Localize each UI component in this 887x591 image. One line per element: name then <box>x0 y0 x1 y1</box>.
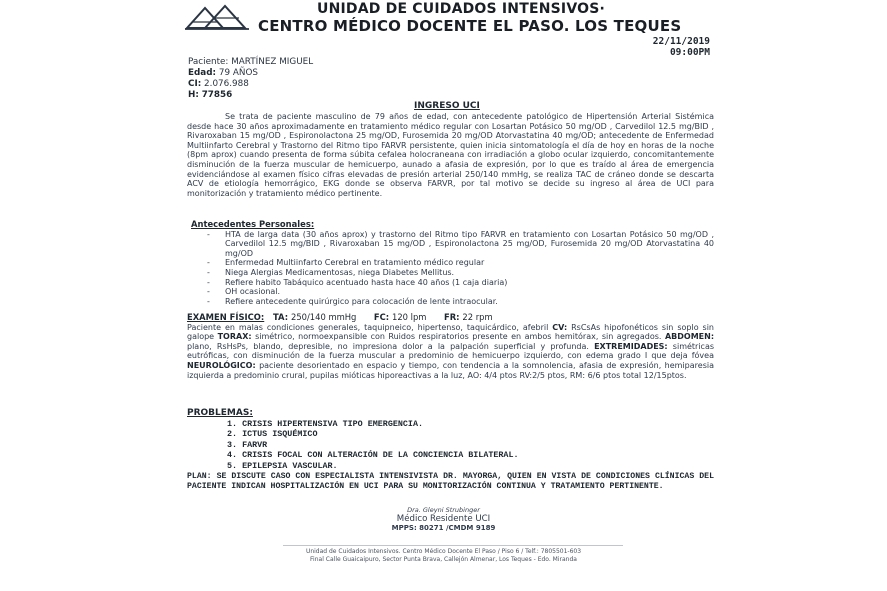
problems-block <box>187 409 714 471</box>
plan-text: PLAN: SE DISCUTE CASO CON ESPECIALISTA INTENSIVISTA DR. MAYORGA, QUIEN EN VISTA DE CONDICIONES CLÍNICAS DEL PACIENTE INDICAN HOSPITALIZACIÓN EN UCI PARA SU MONITORIZACIÓN CONTINUA Y TRATAMIENTO PERTINENTE. <box>187 472 714 491</box>
patient-name-label: Paciente: <box>188 57 229 67</box>
patient-h: 77856 <box>201 90 233 100</box>
extremidades-label: EXTREMIDADES: <box>594 341 668 351</box>
exam-neuro: paciente desorientado en espacio y tiempo, con tendencia a la somnolencia, afasia de expresión, hemiparesia izquierda a predominio crural, pupilas mióticas hiporeactivas a la luz, AO: 4/4 ptos RV:2/5 ptos, RM: 6/6 ptos total 12/15ptos. <box>187 360 714 380</box>
vitals-line <box>187 313 714 323</box>
abdomen-label: ABDOMEN: <box>664 332 715 342</box>
unit-title: UNIDAD DE CUIDADOS INTENSIVOS· <box>317 1 606 17</box>
report-time: 09:00PM <box>669 47 710 58</box>
history-text: Se trata de paciente masculino de 79 años de edad, con antecedente patológico de Hipertensión Arterial Sistémica desde hace 30 años aproximadamente en tratamiento médico regular con Losartan Potásico 50 mg/OD , Carvedilol 12.5 mg/BID , Rivaroxaban 15 mg/OD , Espironolactona 25 mg/OD, Furosemida 20 mg/OD Atorvastatina 40 mg/OD; antecedente de Enfermedad Multiinfarto Cerebral y Trastorno del Ritmo tipo FARVR persistente, quien inicia sintomatología el día de hoy en horas de la noche (8pm aprox) cuando presenta de forma súbita cefalea holocraneana con irradiación a globo ocular izquierdo, concomitantemente disminución de la fuerza muscular de hemicuerpo, aunado a afasia de expresión, por lo que es traído al área de emergencia evidenciándose al examen físico cifras elevadas de presión arterial 250/140 mmHg, se realiza TAC de cráneo donde se descarta ACV de etiología hemorrágico, EKG donde se observa FARVR, por tal motivo se decide su ingreso al área de UCI para monitorización y tratamiento médico pertinente. <box>187 112 714 198</box>
exam-text <box>187 323 714 381</box>
patient-h-label: H: <box>188 90 199 100</box>
history-paragraph <box>187 112 714 198</box>
exam-general: Paciente en malas condiciones generales, taquipneico, hipertenso, taquicárdico, afebril <box>187 322 549 332</box>
signer-role: Médico Residente UCI <box>396 514 491 524</box>
antecedente-item: - OH ocasional. <box>187 287 714 297</box>
ta-label: TA: <box>273 312 289 322</box>
antecedente-item: - Refiere habito Tabáquico acentuado hasta hace 40 años (1 caja diaria) <box>187 278 714 288</box>
torax-label: TORAX: <box>217 332 252 342</box>
problem-item: 3. FARVR <box>227 439 268 450</box>
patient-age: 79 AÑOS <box>218 68 258 78</box>
center-title: CENTRO MÉDICO DOCENTE EL PASO. LOS TEQUES <box>258 17 682 35</box>
exam-title: EXAMEN FÍSICO: <box>187 312 265 322</box>
footer-divider <box>283 545 623 546</box>
footer-line-1: Unidad de Cuidados Intensivos. Centro Médico Docente El Paso / Piso 6 / Telf.: 7805501-603 <box>305 548 582 555</box>
signer-name: Dra. Gleyni Strubinger <box>407 506 480 514</box>
exam-extremidades: simétricas eutróficas, con disminución de la fuerza muscular a predominio de hemicuerpo izquierdo, con edema grado I que deja fóvea <box>187 341 715 361</box>
antecedente-item: - Niega Alergias Medicamentosas, niega Diabetes Mellitus. <box>187 268 714 278</box>
patient-name-row <box>188 57 313 68</box>
antecedente-item: - HTA de larga data (30 años aprox) y trastorno del Ritmo tipo FARVR en tratamiento con Losartan Potásico 50 mg/OD , Carvedilol 12.5 mg/BID , Rivaroxaban 15 mg/OD , Espironolactona 25 mg/OD, Furosemida 20 mg/OD Atorvastatina 40 mg/OD <box>187 230 714 259</box>
problem-item: 2. ICTUS ISQUÉMICO <box>227 429 318 440</box>
antecedentes-block <box>187 220 714 306</box>
exam-block <box>187 313 714 380</box>
antecedente-item: - Refiere antecedente quirúrgico para colocación de lente intraocular. <box>187 297 714 307</box>
footer-line-2: Final Calle Guaicaipuro, Sector Punta Brava, Callejón Almenar, Los Teques - Edo. Miranda <box>310 556 577 564</box>
cv-label: CV: <box>552 322 568 332</box>
antecedente-item: - Enfermedad Multiinfarto Cerebral en tratamiento médico regular <box>187 258 714 268</box>
footer <box>0 548 887 565</box>
fr-label: FR: <box>443 312 460 322</box>
exam-cv: RsCsAs hipofonéticos sin soplo sin galope <box>187 322 714 342</box>
hospital-logo-icon <box>183 2 253 32</box>
patient-ci-row <box>188 79 313 90</box>
patient-ci: 2.076.988 <box>204 79 249 89</box>
exam-abdomen: plano, RsHsPs, blando, depresible, no impresiona dolor a la palpación superficial y profunda. <box>187 341 589 351</box>
antecedentes-title: Antecedentes Personales: <box>191 219 315 229</box>
patient-info <box>188 57 313 101</box>
problem-item: 5. EPILEPSIA VASCULAR. <box>227 460 338 471</box>
antecedentes-list <box>187 230 714 307</box>
patient-h-row <box>188 90 313 101</box>
problems-list <box>187 419 714 472</box>
neuro-label: NEUROLÓGICO: <box>187 360 256 370</box>
problem-item: 4. CRISIS FOCAL CON ALTERACIÓN DE LA CONCIENCIA BILATERAL. <box>227 450 519 461</box>
patient-age-label: Edad: <box>188 68 217 78</box>
plan-block <box>187 472 714 492</box>
signature-block <box>0 506 887 532</box>
problems-title: PROBLEMAS: <box>187 408 253 418</box>
ta-value: 250/140 mmHg <box>290 312 357 322</box>
exam-torax: simétrico, normoexpansible con Ruidos respiratorios presente en ambos hemitórax, sin agregados. <box>255 332 662 342</box>
signer-mpps: MPPS: 80271 /CMDM 9189 <box>391 524 496 532</box>
date-time-block <box>653 36 710 58</box>
fc-value: 120 lpm <box>392 312 427 322</box>
fc-label: FC: <box>373 312 390 322</box>
fr-value: 22 rpm <box>462 312 493 322</box>
problem-item: 1. CRISIS HIPERTENSIVA TIPO EMERGENCIA. <box>227 418 424 429</box>
patient-age-row <box>188 68 313 79</box>
patient-ci-label: CI: <box>188 79 202 89</box>
report-date: 22/11/2019 <box>652 36 710 47</box>
patient-name: MARTÍNEZ MIGUEL <box>231 57 314 67</box>
section-title: INGRESO UCI <box>414 101 480 111</box>
